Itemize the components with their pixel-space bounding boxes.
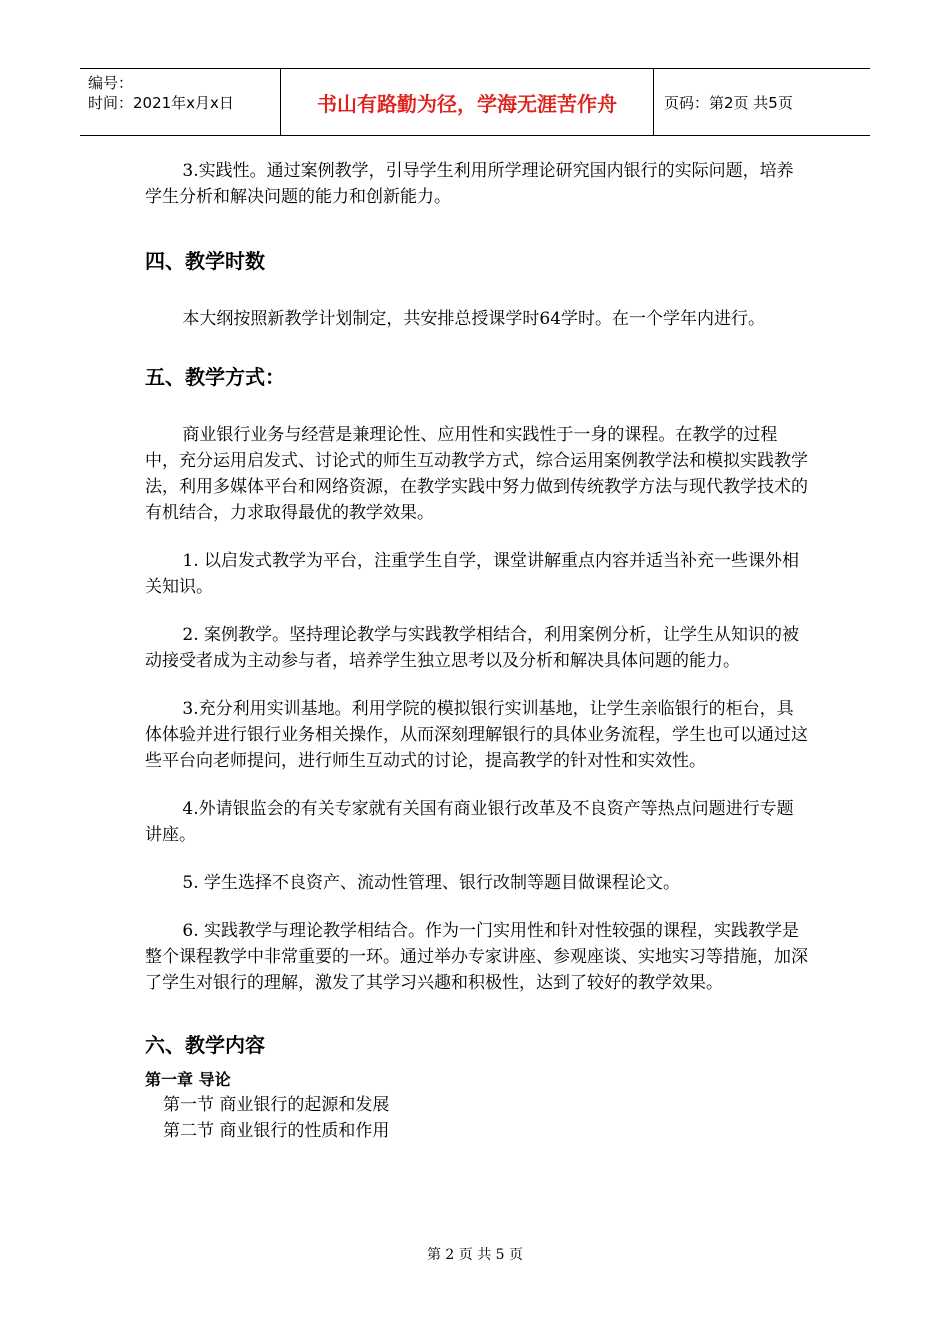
page-footer: 第 2 页 共 5 页 xyxy=(426,1247,524,1263)
number-label: 编号： xyxy=(88,74,134,92)
page-header xyxy=(80,68,870,136)
section-heading: 六、教学内容 xyxy=(145,1033,265,1057)
header-left xyxy=(80,69,280,135)
header-page-info: 页码：第2页 共5页 xyxy=(664,93,793,112)
paragraph: 3.实践性。通过案例教学，引导学生利用所学理论研究国内银行的实际问题，培养学生分析和解决问题的能力和创新能力。 xyxy=(145,161,794,207)
time-label: 时间：2021年x月x日 xyxy=(88,94,234,112)
paragraph: 6. 实践教学与理论教学相结合。作为一门实用性和针对性较强的课程，实践教学是整个课程教学中非常重要的一环。通过举办专家讲座、参观座谈、实地实习等措施，加深了学生对银行的理解，激发了其学习兴趣和积极性，达到了较好的教学效果。 xyxy=(145,921,808,993)
paragraph: 3.充分利用实训基地。利用学院的模拟银行实训基地，让学生亲临银行的柜台，具体体验并进行银行业务相关操作，从而深刻理解银行的具体业务流程，学生也可以通过这些平台向老师提问，进行师生互动式的讨论，提高教学的针对性和实效性。 xyxy=(145,699,808,771)
chapter-title: 第一章 导论 xyxy=(145,1070,231,1089)
section-heading: 五、教学方式： xyxy=(145,365,285,389)
paragraph: 本大纲按照新教学计划制定，共安排总授课学时64学时。在一个学年内进行。 xyxy=(182,309,766,329)
paragraph: 5. 学生选择不良资产、流动性管理、银行改制等题目做课程论文。 xyxy=(182,873,681,893)
document-body xyxy=(145,158,810,1144)
section-item: 第二节 商业银行的性质和作用 xyxy=(163,1121,390,1141)
paragraph: 4.外请银监会的有关专家就有关国有商业银行改革及不良资产等热点问题进行专题讲座。 xyxy=(145,799,794,845)
section-heading: 四、教学时数 xyxy=(145,249,265,273)
paragraph: 2. 案例教学。坚持理论教学与实践教学相结合，利用案例分析，让学生从知识的被动接受者成为主动参与者，培养学生独立思考以及分析和解决具体问题的能力。 xyxy=(145,625,800,671)
paragraph: 商业银行业务与经营是兼理论性、应用性和实践性于一身的课程。在教学的过程中，充分运用启发式、讨论式的师生互动教学方式，综合运用案例教学法和模拟实践教学法，利用多媒体平台和网络资源，在教学实践中努力做到传统教学方法与现代教学技术的有机结合，力求取得最优的教学效果。 xyxy=(145,425,808,523)
section-item: 第一节 商业银行的起源和发展 xyxy=(163,1095,390,1115)
header-motto: 书山有路勤为径，学海无涯苦作舟 xyxy=(280,69,654,135)
paragraph: 1. 以启发式教学为平台，注重学生自学，课堂讲解重点内容并适当补充一些课外相关知识。 xyxy=(145,551,800,597)
